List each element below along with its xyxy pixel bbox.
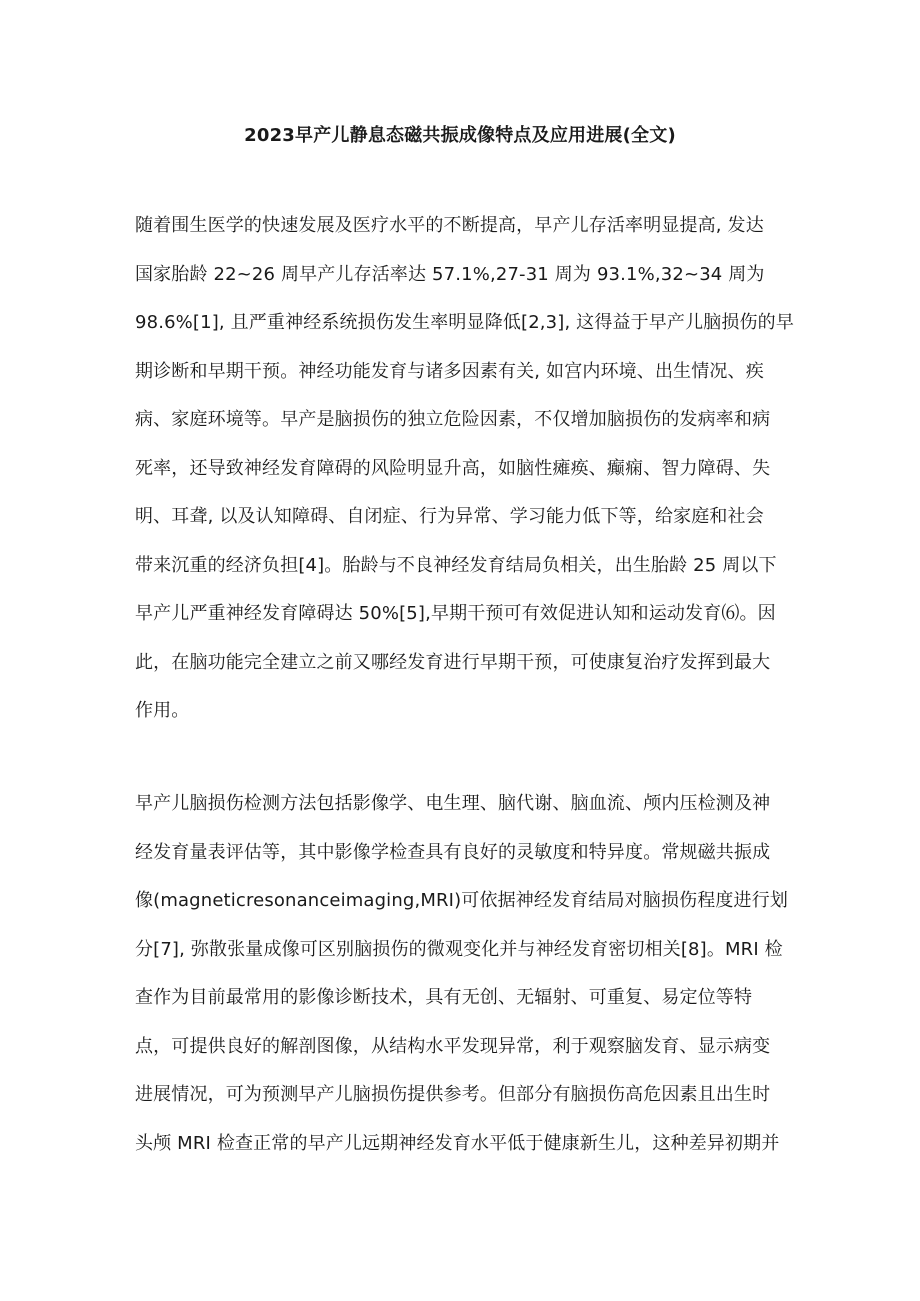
- paragraph-line: 早产儿脑损伤检测方法包括影像学、电生理、脑代谢、脑血流、颅内压检测及神: [135, 793, 771, 814]
- paragraph-line: 国家胎龄 22~26 周早产儿存活率达 57.1%,27-31 周为 93.1%,32~34 周为: [135, 263, 765, 285]
- paragraph-line: 此，在脑功能完全建立之前又哪经发育进行早期干预，可使康复治疗发挥到最大: [135, 651, 771, 673]
- paragraph-2: [135, 792, 795, 1180]
- paragraph-line: 头颅 MRI 检查正常的早产儿远期神经发育水平低于健康新生儿，这种差异初期并: [135, 1132, 780, 1154]
- paragraph-line: 经发育量表评估等，其中影像学检查具有良好的灵敏度和特异度。常规磁共振成: [135, 841, 771, 863]
- paragraph-line: 带来沉重的经济负担[4]。胎龄与不良神经发育结局负相关，出生胎龄 25 周以下: [135, 554, 777, 576]
- paragraph-line: 随着围生医学的快速发展及医疗水平的不断提高，早产儿存活率明显提高, 发达: [135, 215, 764, 236]
- paragraph-line: 作用。: [135, 700, 190, 721]
- paragraph-line: 早产儿严重神经发育障碍达 50%[5],早期干预可有效促进认知和运动发育⑹。因: [135, 603, 776, 624]
- paragraph-line: 点，可提供良好的解剖图像，从结构水平发现异常，利于观察脑发育、显示病变: [135, 1035, 771, 1057]
- paragraph-line: 期诊断和早期干预。神经功能发育与诸多因素有关, 如宫内环境、出生情况、疾: [135, 360, 764, 382]
- paragraph-line: 查作为目前最常用的影像诊断技术，具有无创、无辐射、可重复、易定位等特: [135, 987, 753, 1008]
- paragraph-line: 98.6%[1], 且严重神经系统损伤发生率明显降低[2,3], 这得益于早产儿脑损伤的早: [135, 312, 794, 333]
- paragraph-line: 明、耳聋, 以及认知障碍、自闭症、行为异常、学习能力低下等，给家庭和社会: [135, 506, 764, 527]
- paragraph-line: 进展情况，可为预测早产儿脑损伤提供参考。但部分有脑损伤高危因素且出生时: [135, 1084, 771, 1105]
- paragraph-1: [135, 214, 795, 748]
- document-title: 2023早产儿静息态磁共振成像特点及应用进展(全文): [244, 125, 676, 146]
- paragraph-line: 像(magneticresonanceimaging,MRI)可依据神经发育结局对脑损伤程度进行划: [135, 890, 789, 911]
- paragraph-line: 病、家庭环境等。早产是脑损伤的独立危险因素，不仅增加脑损伤的发病率和病: [135, 409, 771, 430]
- paragraph-line: 分[7], 弥散张量成像可区别脑损伤的微观变化并与神经发育密切相关[8]。MRI 检: [135, 938, 783, 960]
- paragraph-line: 死率，还导致神经发育障碍的风险明显升高，如脑性瘫痪、癫痫、智力障碍、失: [135, 457, 771, 479]
